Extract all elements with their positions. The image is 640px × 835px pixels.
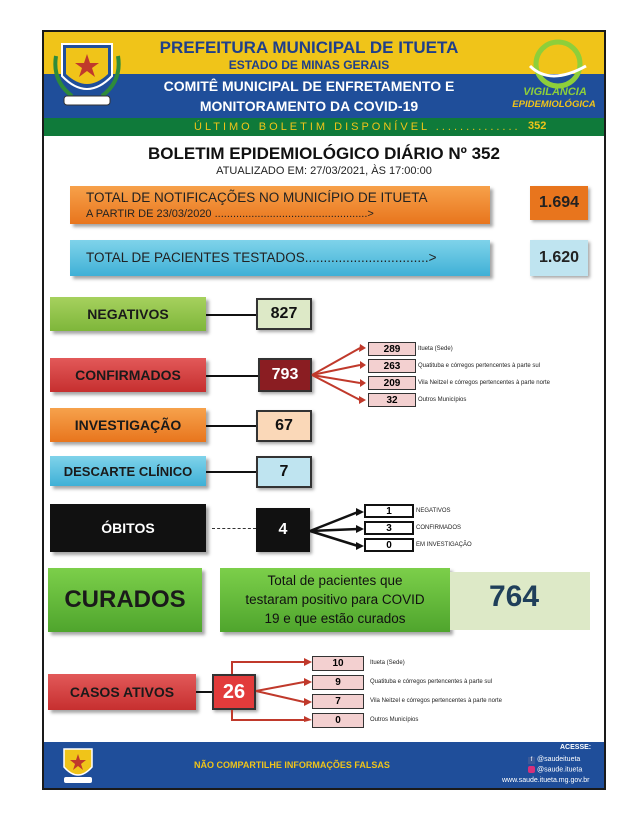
confirmados-value: 793 — [258, 358, 312, 392]
casos-ativos-value: 26 — [212, 674, 256, 710]
confirmados-sede-value: 289 — [368, 342, 416, 356]
obitos-investigacao-value: 0 — [364, 538, 414, 552]
ativos-sede-value: 10 — [312, 656, 364, 671]
negativos-value: 827 — [256, 298, 312, 330]
footer-facebook[interactable] — [528, 756, 580, 764]
instagram-handle: @saude.itueta — [537, 766, 583, 774]
confirmados-label: CONFIRMADOS — [50, 358, 206, 392]
vigilancia-logo-text: VIGILÂNCIA — [523, 86, 587, 98]
notifications-label-line1: TOTAL DE NOTIFICAÇÕES NO MUNICÍPIO DE ITUETA — [86, 190, 428, 205]
curados-value: 764 — [488, 580, 540, 613]
curados-description-line2: testaram positivo para COVID — [245, 592, 425, 607]
investigacao-connector — [206, 425, 256, 427]
obitos-negativos-label: NEGATIVOS — [416, 508, 451, 514]
curados-label: CURADOS — [48, 568, 202, 632]
municipal-crest-icon — [52, 36, 122, 108]
descarte-connector — [206, 471, 256, 473]
notifications-value: 1.694 — [530, 186, 588, 220]
footer-instagram[interactable] — [528, 766, 582, 773]
notifications-banner — [70, 186, 490, 224]
obitos-negativos-value: 1 — [364, 504, 414, 518]
descarte-value: 7 — [256, 456, 312, 488]
investigacao-value: 67 — [256, 410, 312, 442]
ativos-norte-value: 7 — [312, 694, 364, 709]
last-bulletin-label: ÚLTIMO BOLETIM DISPONÍVEL .............. — [194, 121, 521, 133]
municipality-title: PREFEITURA MUNICIPAL DE ITUETA — [159, 38, 459, 57]
confirmados-outros-label: Outros Municípios — [418, 397, 467, 403]
casos-ativos-label: CASOS ATIVOS — [48, 674, 196, 710]
obitos-arrows — [308, 508, 364, 554]
obitos-label: ÓBITOS — [50, 504, 206, 552]
confirmados-outros-value: 32 — [368, 393, 416, 407]
footer-warning: NÃO COMPARTILHE INFORMAÇÕES FALSAS — [194, 760, 390, 770]
state-subtitle: ESTADO DE MINAS GERAIS — [228, 58, 390, 72]
obitos-investigacao-label: EM INVESTIGAÇÃO — [416, 542, 472, 548]
confirmados-norte-label: Vila Neitzel e córregos pertencentes à parte norte — [418, 380, 550, 386]
confirmados-sede-label: Itueta (Sede) — [418, 346, 453, 352]
confirmados-arrows — [310, 342, 370, 406]
bulletin-frame — [42, 30, 606, 790]
last-bulletin-number: 352 — [528, 120, 547, 132]
bulletin-title: BOLETIM EPIDEMIOLÓGICO DIÁRIO Nº 352 — [148, 144, 500, 163]
confirmados-connector — [206, 375, 258, 377]
obitos-confirmados-label: CONFIRMADOS — [416, 525, 461, 531]
tested-banner — [70, 240, 490, 276]
casos-ativos-connector — [196, 691, 212, 693]
committee-line-2: MONITORAMENTO DA COVID-19 — [199, 98, 419, 114]
casos-ativos-arrows — [220, 654, 312, 722]
confirmados-norte-value: 209 — [368, 376, 416, 390]
tested-value: 1.620 — [530, 240, 588, 276]
bulletin-updated: ATUALIZADO EM: 27/03/2021, ÀS 17:00:00 — [216, 165, 432, 177]
negativos-connector — [206, 314, 256, 316]
curados-description-box — [220, 568, 450, 632]
obitos-value: 4 — [256, 508, 310, 552]
ativos-sede-label: Itueta (Sede) — [370, 660, 405, 666]
curados-description-line3: 19 e que estão curados — [264, 611, 406, 626]
investigacao-label: INVESTIGAÇÃO — [50, 408, 206, 442]
facebook-icon: f — [528, 757, 535, 764]
facebook-handle: @saudeitueta — [537, 756, 581, 763]
obitos-dotted-connector — [212, 528, 256, 529]
epidemiologica-logo-text: EPIDEMIOLÓGICA — [512, 99, 596, 110]
ativos-outros-label: Outros Municípios — [370, 717, 419, 723]
ativos-norte-label: Vila Neitzel e córregos pertencentes à parte norte — [370, 698, 502, 704]
instagram-icon — [528, 766, 535, 773]
footer-crest-icon — [58, 745, 98, 785]
committee-line-1: COMITÊ MUNICIPAL DE ENFRETAMENTO E — [163, 78, 455, 94]
footer-acesse-label: ACESSE: — [560, 744, 592, 751]
notifications-label-line2: A PARTIR DE 23/03/2020 ..................................................> — [86, 208, 374, 220]
ativos-sul-label: Quatituba e córregos pertencentes à parte sul — [370, 679, 493, 685]
curados-description-line1: Total de pacientes que — [267, 573, 403, 588]
tested-label: TOTAL DE PACIENTES TESTADOS.................................> — [86, 250, 437, 265]
confirmados-sul-value: 263 — [368, 359, 416, 373]
negativos-label: NEGATIVOS — [50, 297, 206, 331]
footer-website[interactable]: www.saude.itueta.mg.gov.br — [502, 777, 590, 784]
confirmados-sul-label: Quatituba e córregos pertencentes à parte sul — [418, 363, 541, 369]
ativos-outros-value: 0 — [312, 713, 364, 728]
ativos-sul-value: 9 — [312, 675, 364, 690]
descarte-label: DESCARTE CLÍNICO — [50, 456, 206, 486]
obitos-confirmados-value: 3 — [364, 521, 414, 535]
